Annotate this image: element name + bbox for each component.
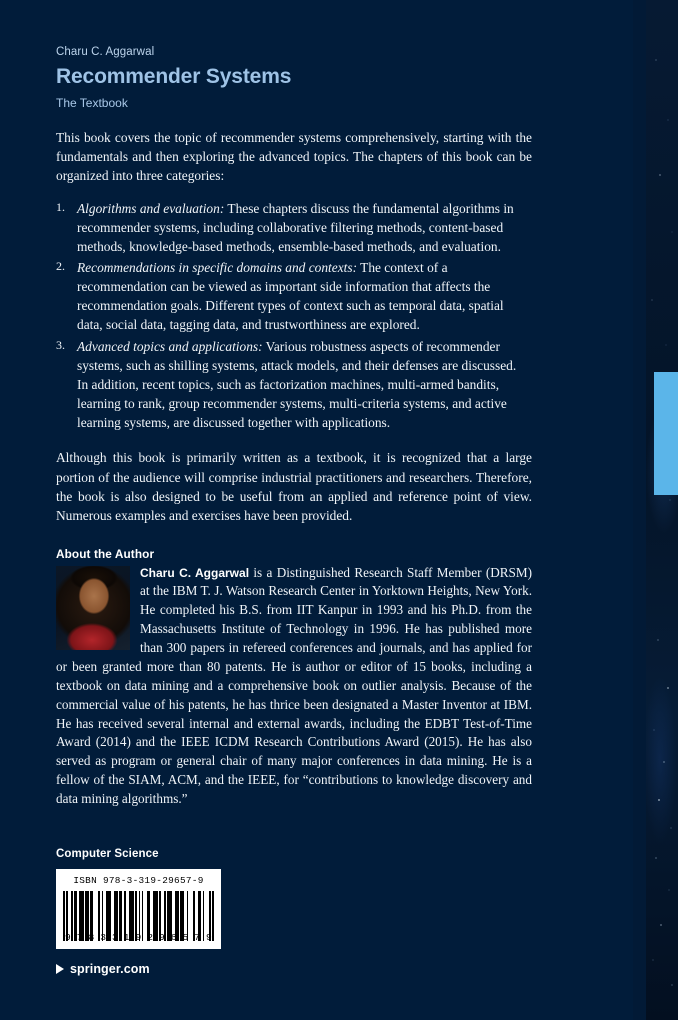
blurb-closing-paragraph: Although this book is primarily written as a textbook, it is recognized that a large portion of the audience will comprise industrial practitioners and researchers. Therefore, the book is also designed to be useful from an applied and reference point of view. Numerous examples and exercises have been provided. — [56, 450, 532, 524]
list-item-number: 3. — [56, 337, 65, 352]
barcode-digit: 9 — [159, 932, 165, 943]
barcode-digit: 9 — [135, 932, 142, 943]
starfield-decoration-strip — [646, 0, 678, 1020]
category-list — [56, 199, 536, 433]
barcode-digit: 9 — [206, 932, 212, 943]
list-item-lead: Advanced topics and applications: — [77, 338, 263, 354]
isbn-text: ISBN 978-3-319-29657-9 — [73, 875, 204, 886]
avatar — [56, 566, 130, 650]
blurb-intro-paragraph: This book covers the topic of recommender systems comprehensively, starting with the fundamentals and then exploring the advanced topics. The chapters of this book can be organized into three categories: — [56, 130, 532, 184]
barcode-digit: 7 — [76, 932, 83, 943]
barcode-digit: 9 — [65, 932, 71, 943]
isbn-barcode — [56, 869, 221, 949]
play-triangle-icon — [56, 964, 64, 974]
strip-gutter — [633, 0, 646, 1020]
author-name: Charu C. Aggarwal — [56, 46, 155, 58]
list-item-number: 2. — [56, 258, 65, 273]
footer — [56, 848, 536, 976]
barcode-digit: 3 — [112, 932, 118, 943]
list-item-lead: Algorithms and evaluation: — [77, 200, 225, 216]
list-item-text: The context of a recommendation can be viewed as important side information that affects the recommendation goals. Different types of context such as temporal data, spatial data, social data, tagging data, and trustworthiness are explored. — [77, 259, 504, 333]
about-author-name: Charu C. Aggarwal — [140, 565, 250, 580]
barcode-digit: 7 — [194, 932, 201, 943]
cover-content — [56, 0, 536, 809]
subject-category-label: Computer Science — [56, 848, 159, 860]
list-item-lead: Recommendations in specific domains and contexts: — [77, 259, 358, 275]
publisher-logo[interactable] — [56, 962, 536, 976]
barcode-digit: 6 — [170, 932, 177, 943]
barcode-digit: 8 — [88, 932, 95, 943]
barcode-digit: 1 — [123, 932, 130, 943]
barcode-bar — [212, 891, 214, 941]
about-author-bio: is a Distinguished Research Staff Member (DRSM) at the IBM T. J. Watson Research Center in Yorktown Heights, New York. He completed his B.S. from IIT Kanpur in 1993 and his Ph.D. from the Massachusetts Institute of Technology in 1996. He has published more than 300 papers in refereed conferences and journals, and has applied for or been granted more than 80 patents. He is author or editor of 15 books, including a textbook on data mining and a comprehensive book on outlier analysis. Because of the commercial value of his patents, he has thrice been designated a Master Inventor at IBM. He has received several internal and external awards, including the EDBT Test-of-Time Award (2014) and the IEEE ICDM Research Contributions Award (2015). He has also served as program or general chair of many major conferences in data mining. He is a fellow of the SIAM, ACM, and the IEEE, for “contributions to knowledge discovery and data mining algorithms.” — [56, 564, 532, 807]
list-item-text: Various robustness aspects of recommender systems, such as shilling systems, attack models, and their defenses are discussed. In addition, recent topics, such as factorization machines, multi-armed bandits, learning to rank, group recommender systems, multi-criteria systems, and active learning systems, are discussed together with applications. — [77, 338, 517, 431]
list-item-number: 1. — [56, 199, 65, 214]
list-item-text: These chapters discuss the fundamental algorithms in recommender systems, including collaborative filtering methods, content-based methods, knowledge-based methods, ensemble-based methods, and evaluation. — [77, 200, 514, 254]
accent-color-bar — [654, 372, 678, 495]
page-title: Recommender Systems — [56, 65, 292, 88]
about-author-body — [56, 564, 532, 809]
barcode-digit: 5 — [182, 932, 189, 943]
barcode-digit: 2 — [147, 932, 154, 943]
about-author-heading: About the Author — [56, 546, 155, 561]
book-subtitle: The Textbook — [56, 96, 128, 111]
list-item — [56, 199, 524, 256]
barcode-digit: 3 — [100, 932, 107, 943]
publisher-name: springer.com — [70, 962, 150, 976]
list-item — [56, 258, 524, 335]
list-item — [56, 337, 524, 433]
